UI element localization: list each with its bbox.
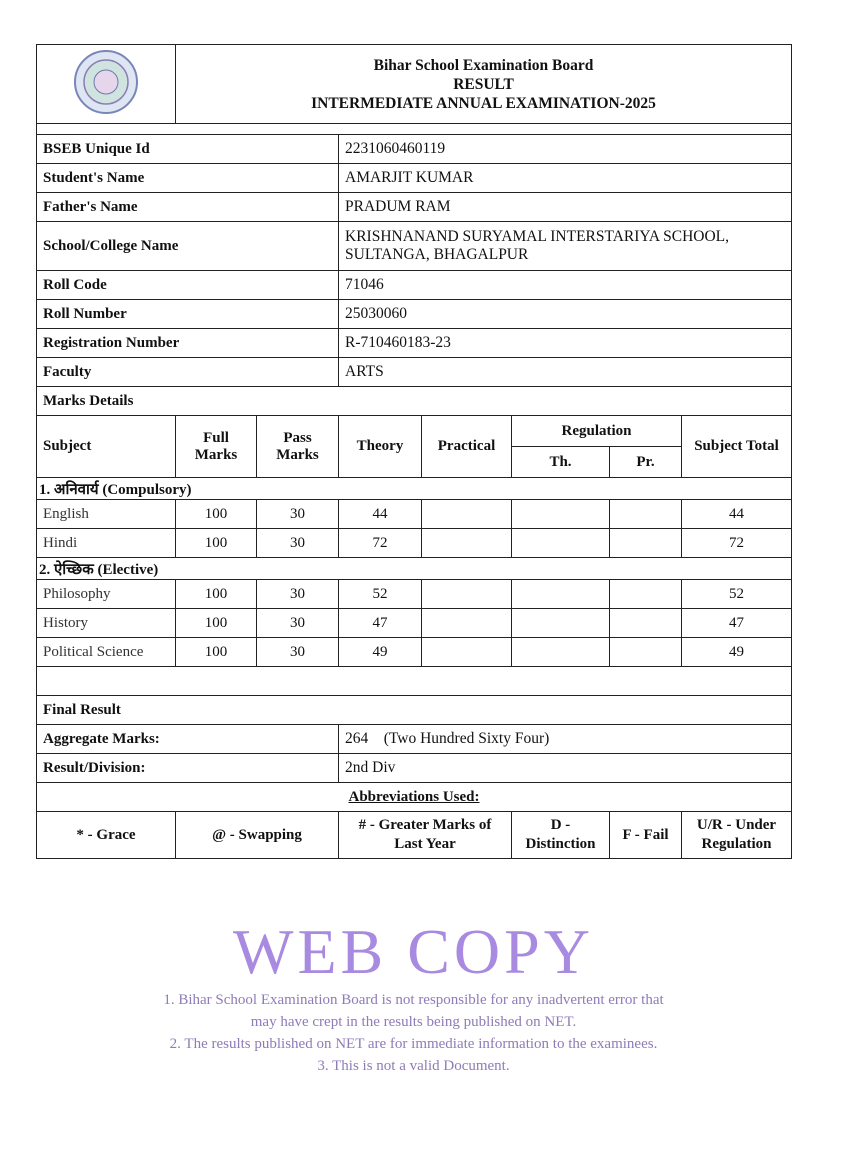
- subject-name: History: [37, 609, 176, 638]
- subject-name: Philosophy: [37, 580, 176, 609]
- abbr-ur-2: Regulation: [701, 836, 772, 852]
- subject-total: 44: [682, 500, 792, 529]
- practical-marks: [422, 500, 512, 529]
- full-marks: 100: [176, 638, 257, 667]
- label-school-name: School/College Name: [37, 222, 339, 271]
- aggregate-label: Aggregate Marks:: [37, 725, 339, 754]
- value-unique-id: 2231060460119: [339, 135, 792, 164]
- watermark-line-2: may have crept in the results being published on NET.: [250, 1014, 577, 1030]
- subject-total: 72: [682, 529, 792, 558]
- abbr-greater-1: # - Greater Marks of: [358, 817, 492, 833]
- pass-marks: 30: [257, 638, 339, 667]
- abbr-swapping: @ - Swapping: [176, 812, 339, 859]
- table-row: [37, 638, 792, 667]
- final-result-title: Final Result: [37, 696, 792, 725]
- label-faculty: Faculty: [37, 358, 339, 387]
- division-value: 2nd Div: [339, 754, 792, 783]
- abbr-under-regulation: [682, 812, 792, 859]
- reg-th: [512, 529, 610, 558]
- full-label-1: Full: [203, 429, 229, 446]
- board-name: Bihar School Examination Board: [373, 56, 594, 74]
- pass-label-1: Pass: [283, 429, 312, 446]
- practical-marks: [422, 529, 512, 558]
- table-row: [37, 500, 792, 529]
- full-marks: 100: [176, 529, 257, 558]
- practical-marks: [422, 580, 512, 609]
- spacer-row: [37, 124, 792, 135]
- abbr-greater: [339, 812, 512, 859]
- reg-pr: [610, 609, 682, 638]
- school-line-2: SULTANGA, BHAGALPUR: [345, 246, 529, 263]
- compulsory-heading: 1. अनिवार्य (Compulsory): [37, 478, 792, 500]
- table-row: [37, 609, 792, 638]
- aggregate-value: 264 (Two Hundred Sixty Four): [339, 725, 792, 754]
- value-school-name: [339, 222, 792, 271]
- result-sheet: [36, 44, 792, 859]
- col-reg-theory: Th.: [512, 447, 610, 478]
- table-row: [37, 580, 792, 609]
- division-label: Result/Division:: [37, 754, 339, 783]
- label-student-name: Student's Name: [37, 164, 339, 193]
- watermark-line-4: 3. This is not a valid Document.: [317, 1058, 510, 1074]
- abbr-dist-1: D -: [550, 817, 571, 833]
- logo-cell: [37, 45, 176, 124]
- col-regulation: Regulation: [512, 416, 682, 447]
- col-subject: Subject: [37, 416, 176, 478]
- abbr-grace: * - Grace: [37, 812, 176, 859]
- blank-row: [37, 667, 792, 696]
- label-father-name: Father's Name: [37, 193, 339, 222]
- result-heading: RESULT: [453, 75, 514, 93]
- marks-details-title: Marks Details: [37, 387, 792, 416]
- school-line-1: KRISHNANAND SURYAMAL INTERSTARIYA SCHOOL,: [345, 228, 729, 245]
- abbreviations-heading: Abbreviations Used:: [348, 788, 480, 805]
- theory-marks: 52: [339, 580, 422, 609]
- exam-name: INTERMEDIATE ANNUAL EXAMINATION-2025: [311, 94, 656, 112]
- full-marks: 100: [176, 500, 257, 529]
- reg-th: [512, 500, 610, 529]
- subject-name: Hindi: [37, 529, 176, 558]
- label-registration: Registration Number: [37, 329, 339, 358]
- abbr-ur-1: U/R - Under: [696, 817, 777, 833]
- value-faculty: ARTS: [339, 358, 792, 387]
- col-subject-total: Subject Total: [682, 416, 792, 478]
- subject-name: English: [37, 500, 176, 529]
- reg-pr: [610, 500, 682, 529]
- value-roll-number: 25030060: [339, 300, 792, 329]
- abbr-fail: F - Fail: [610, 812, 682, 859]
- bseb-seal-logo: [73, 49, 139, 115]
- full-label-2: Marks: [194, 446, 238, 463]
- value-registration: R-710460183-23: [339, 329, 792, 358]
- reg-pr: [610, 638, 682, 667]
- pass-label-2: Marks: [276, 446, 319, 463]
- abbr-distinction: [512, 812, 610, 859]
- col-pass-marks: [257, 416, 339, 478]
- value-father-name: PRADUM RAM: [339, 193, 792, 222]
- elective-heading: 2. ऐच्छिक (Elective): [37, 558, 792, 580]
- value-student-name: AMARJIT KUMAR: [339, 164, 792, 193]
- label-roll-number: Roll Number: [37, 300, 339, 329]
- pass-marks: 30: [257, 500, 339, 529]
- table-row: [37, 529, 792, 558]
- web-copy-watermark: [36, 915, 791, 1077]
- abbr-greater-2: Last Year: [394, 836, 456, 852]
- reg-th: [512, 638, 610, 667]
- watermark-main: WEB COPY: [233, 916, 594, 987]
- full-marks: 100: [176, 580, 257, 609]
- watermark-line-3: 2. The results published on NET are for immediate information to the examinees.: [169, 1036, 658, 1052]
- practical-marks: [422, 609, 512, 638]
- reg-pr: [610, 580, 682, 609]
- subject-total: 52: [682, 580, 792, 609]
- col-practical: Practical: [422, 416, 512, 478]
- col-full-marks: [176, 416, 257, 478]
- value-roll-code: 71046: [339, 271, 792, 300]
- practical-marks: [422, 638, 512, 667]
- theory-marks: 72: [339, 529, 422, 558]
- label-unique-id: BSEB Unique Id: [37, 135, 339, 164]
- theory-marks: 47: [339, 609, 422, 638]
- abbreviations-title: [37, 783, 792, 812]
- subject-name: Political Science: [37, 638, 176, 667]
- label-roll-code: Roll Code: [37, 271, 339, 300]
- col-reg-practical: Pr.: [610, 447, 682, 478]
- reg-pr: [610, 529, 682, 558]
- col-theory: Theory: [339, 416, 422, 478]
- watermark-line-1: 1. Bihar School Examination Board is not responsible for any inadvertent error that: [163, 992, 664, 1008]
- subject-total: 49: [682, 638, 792, 667]
- reg-th: [512, 580, 610, 609]
- header-title-cell: [176, 45, 792, 124]
- full-marks: 100: [176, 609, 257, 638]
- theory-marks: 44: [339, 500, 422, 529]
- subject-total: 47: [682, 609, 792, 638]
- theory-marks: 49: [339, 638, 422, 667]
- pass-marks: 30: [257, 609, 339, 638]
- pass-marks: 30: [257, 529, 339, 558]
- pass-marks: 30: [257, 580, 339, 609]
- reg-th: [512, 609, 610, 638]
- abbr-dist-2: Distinction: [525, 836, 596, 852]
